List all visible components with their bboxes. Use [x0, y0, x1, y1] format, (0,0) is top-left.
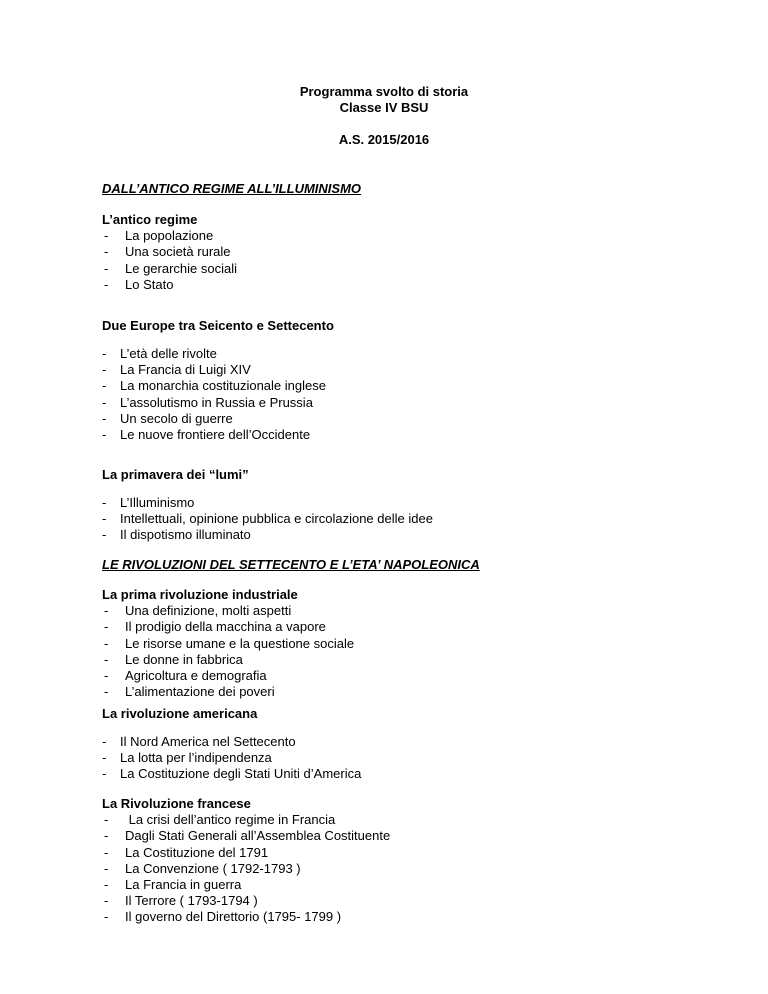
section-heading-2: LE RIVOLUZIONI DEL SETTECENTO E L’ETA’ NAPOLEONICA — [102, 557, 480, 572]
topic-rivoluzione-francese — [102, 796, 391, 926]
topic-title: Due Europe tra Seicento e Settecento — [102, 318, 334, 333]
header-title: Programma svolto di storia — [299, 84, 469, 99]
header-school-year: A.S. 2015/2016 — [338, 132, 430, 148]
topic-item-list — [104, 812, 391, 925]
document-header — [0, 84, 768, 149]
list-item: - La Francia in guerra — [104, 876, 242, 892]
list-item: - La popolazione — [104, 228, 214, 244]
topic-title: La Rivoluzione francese — [102, 796, 251, 811]
list-item: - Agricoltura e demografia — [104, 667, 267, 683]
list-item: - La Costituzione del 1791 — [104, 844, 269, 860]
list-item: - Dagli Stati Generali all’Assemblea Costituente — [104, 828, 391, 844]
list-item: - La Convenzione ( 1792-1793 ) — [104, 860, 301, 876]
list-item: - La crisi dell’antico regime in Francia — [104, 812, 336, 828]
list-item: - Il governo del Direttorio (1795- 1799 ) — [104, 909, 342, 925]
document-page: Programma svolto di storia Classe IV BSU A.S. 2015/2016 DALL’ANTICO REGIME ALL’ILLUMINISMO L’antico regime - La popolazione - Una società rurale - Le gerarchie sociali - Lo Stato Due Europe tra Seicento e Settecento - L’età delle rivolte - La Francia di Luigi XIV - La monarchia costituzionale inglese - L’assolutismo in Russia e Prussia - Un secolo di guerre - Le nuove frontiere dell’Occidente La primavera dei “lumi” - L’Illuminismo - Intellettuali, opinione pubblica e circolazione delle idee - Il dispotismo illuminato LE RIVOLUZIONI DEL SETTECENTO E L’ETA’ NAPOLEONICA La prima rivoluzione industriale - Una definizione, molti aspetti - Il prodigio della macchina a vapore - Le risorse umane e la questione sociale - Le donne in fabbrica - Agricoltura e demografia - L’alimentazione dei poveri La rivoluzione americana - Il Nord America nel Settecento - La lotta per l’indipendenza - La Costituzione degli Stati Uniti d’America La Rivoluzione francese - La crisi dell’antico regime in Francia - Dagli Stati Generali all’Assemblea Costituente - La Costituzione del 1791 - La Convenzione ( 1792-1793 ) - La Francia in guerra - Il Terrore ( 1793-1794 ) - Il governo del Direttorio (1795- 1799 ) — [0, 0, 768, 994]
topic-rivoluzione-americana — [102, 706, 257, 722]
topic-primavera-lumi — [102, 467, 249, 483]
topic-title: La primavera dei “lumi” — [102, 467, 249, 482]
list-item: - Le risorse umane e la questione sociale — [104, 635, 355, 651]
topic-due-europe — [102, 318, 334, 334]
section-heading-1: DALL’ANTICO REGIME ALL’ILLUMINISMO — [102, 181, 362, 196]
topic-rivoluzione-industriale — [102, 587, 355, 700]
list-item: - Lo Stato — [104, 276, 174, 292]
list-item: - Una società rurale — [104, 244, 231, 260]
list-item: - L’alimentazione dei poveri — [104, 684, 275, 700]
header-class: Classe IV BSU — [339, 100, 429, 116]
topic-item-list — [104, 228, 238, 293]
topic-item-list — [104, 603, 355, 700]
list-item: - Le gerarchie sociali — [104, 260, 238, 276]
topic-title: La rivoluzione americana — [102, 706, 258, 721]
topic-title: L’antico regime — [102, 212, 198, 227]
list-item: - Il Terrore ( 1793-1794 ) — [104, 893, 258, 909]
list-item: - Una definizione, molti aspetti — [104, 603, 292, 619]
topic-antico-regime — [102, 212, 238, 293]
topic-title: La prima rivoluzione industriale — [102, 587, 298, 602]
list-item: - Il prodigio della macchina a vapore — [104, 619, 326, 635]
list-item: - Le donne in fabbrica — [104, 651, 243, 667]
